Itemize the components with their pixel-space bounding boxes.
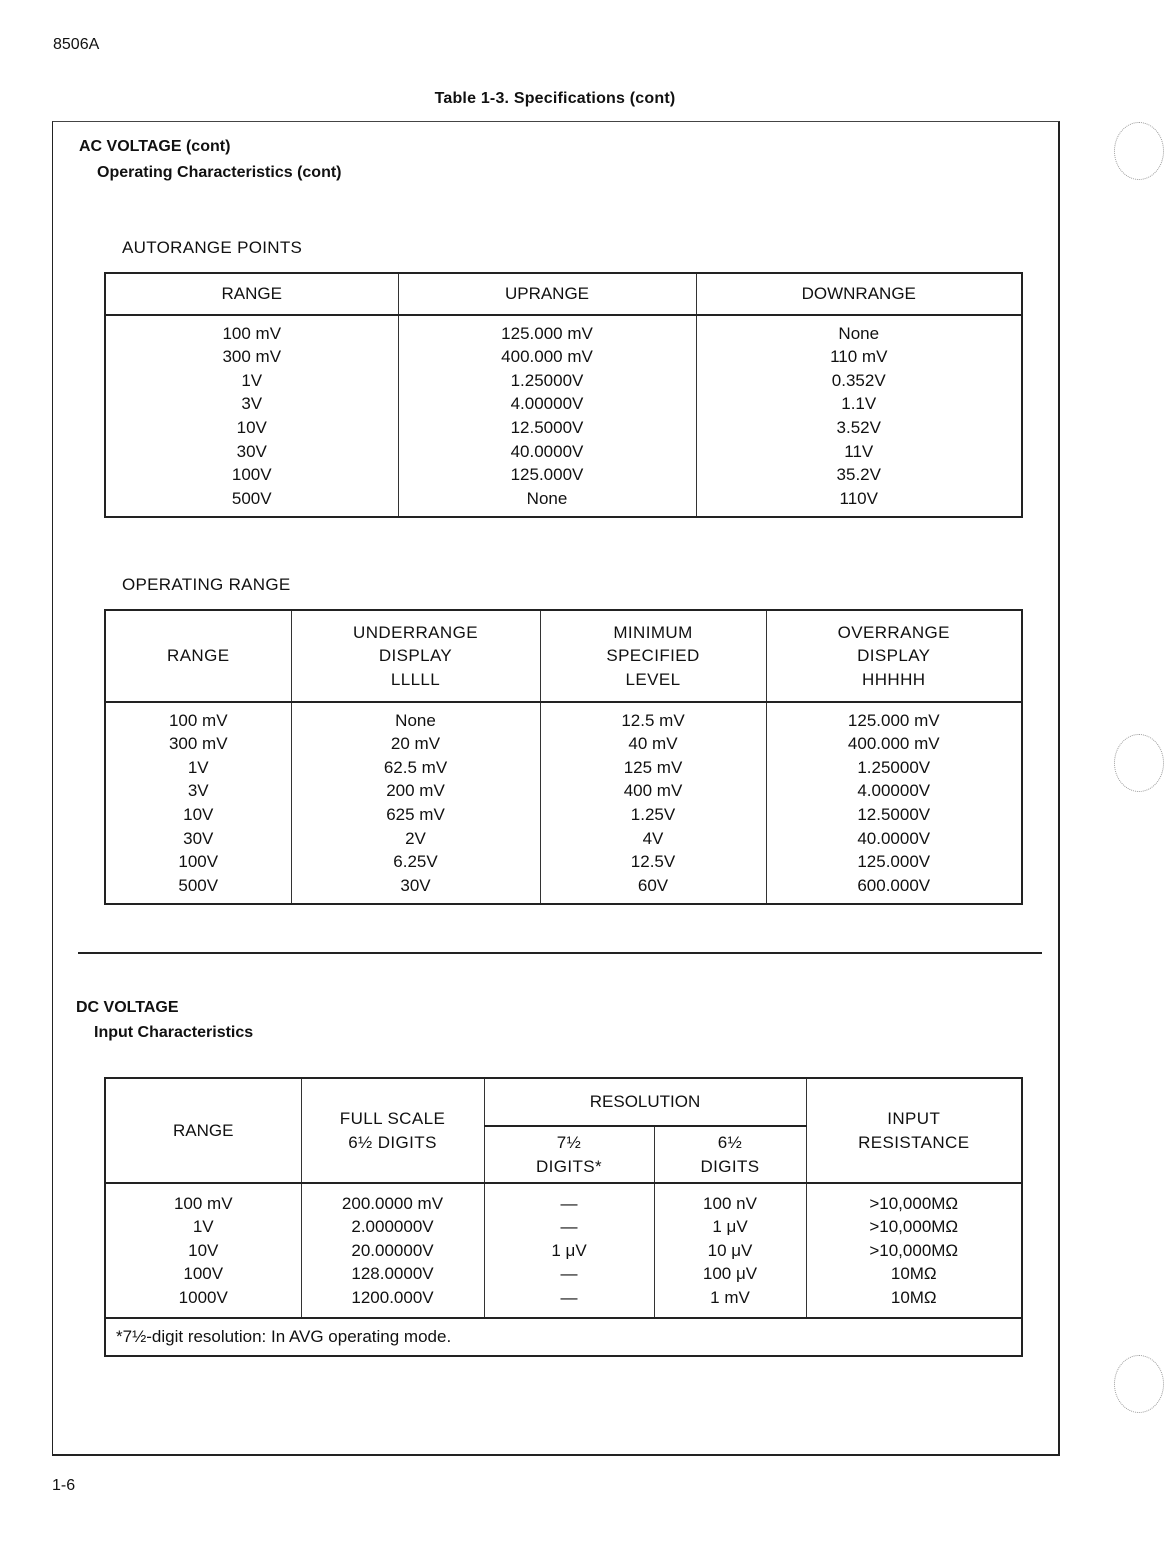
- table-cell: 500V: [178, 875, 219, 895]
- header-line: DISPLAY: [857, 646, 931, 666]
- autorange-points-table: [104, 272, 1023, 518]
- table-cell: 10 μV: [707, 1240, 753, 1260]
- table-cell: 0.352V: [831, 370, 886, 390]
- header-line: FULL SCALE: [339, 1109, 446, 1128]
- table-cell: 400.000 mV: [847, 734, 940, 754]
- dc-voltage-title: DC VOLTAGE: [76, 999, 179, 1016]
- table-cell: 10V: [188, 1240, 219, 1260]
- table-cell: 4.00000V: [857, 781, 931, 801]
- table-cell: 100 nV: [703, 1193, 757, 1213]
- header-line: MINIMUM: [613, 622, 693, 642]
- operating-characteristics-title: Operating Characteristics (cont): [97, 164, 342, 181]
- header-input-resistance: [806, 1078, 1022, 1183]
- header-resolution-7-5-digits: [484, 1126, 654, 1183]
- table-cell: 6.25V: [393, 852, 438, 872]
- table-cell: >10,000MΩ: [869, 1217, 959, 1237]
- header-line: UNDERRANGE: [353, 622, 478, 642]
- table-cell: 10V: [236, 418, 267, 437]
- resolution-7-5-column: [484, 1183, 654, 1318]
- table-cell: 1.25000V: [510, 370, 584, 390]
- header-range: [105, 610, 291, 702]
- table-cell: 10MΩ: [890, 1264, 937, 1284]
- table-cell: 1.25000V: [857, 757, 931, 777]
- header-resolution: RESOLUTION: [484, 1078, 806, 1126]
- binder-hole-middle: [1114, 734, 1164, 792]
- underrange-column: [291, 702, 540, 904]
- table-cell: 100V: [231, 465, 272, 485]
- section-divider: [78, 952, 1042, 954]
- header-downrange: DOWNRANGE: [696, 273, 1022, 315]
- table-cell: 4.00000V: [510, 394, 584, 414]
- binder-hole-top: [1114, 122, 1164, 180]
- header-overrange-display: [766, 610, 1022, 702]
- table-cell: 12.5 mV: [621, 710, 685, 730]
- table-cell: 20.00000V: [351, 1240, 434, 1260]
- header-range: RANGE: [105, 273, 398, 315]
- table-cell: 12.5000V: [510, 418, 584, 437]
- header-line: 6½ DIGITS: [348, 1132, 437, 1152]
- overrange-column: [766, 702, 1022, 904]
- resolution-6-5-column: [654, 1183, 806, 1318]
- table-cell: 40.0000V: [857, 828, 931, 848]
- operating-range-table: [104, 609, 1023, 905]
- header-underrange-display: [291, 610, 540, 702]
- table-cell: 20 mV: [390, 734, 441, 754]
- table-cell: 12.5V: [630, 852, 676, 872]
- header-line: HHHHH: [862, 669, 926, 689]
- table-cell: 125.000 mV: [847, 710, 940, 730]
- table-cell: 1V: [241, 370, 263, 390]
- header-line: DIGITS*: [535, 1156, 603, 1176]
- full-scale-column: [301, 1183, 484, 1318]
- table-cell: 1V: [187, 757, 209, 777]
- table-cell: 40.0000V: [510, 441, 584, 461]
- input-characteristics-title: Input Characteristics: [94, 1024, 254, 1041]
- table-cell: 100 mV: [168, 710, 228, 730]
- table-cell: >10,000MΩ: [869, 1193, 959, 1213]
- dc-range-column: [105, 1183, 301, 1318]
- table-cell: 1 μV: [551, 1240, 587, 1260]
- table-cell: 4V: [642, 828, 664, 848]
- minimum-level-column: [540, 702, 766, 904]
- table-cell: 35.2V: [836, 465, 881, 485]
- table-cell: 125.000V: [510, 465, 584, 485]
- ac-voltage-title: AC VOLTAGE (cont): [79, 138, 231, 155]
- table-cell: 62.5 mV: [383, 757, 448, 777]
- table-cell: 1 μV: [712, 1217, 748, 1237]
- table-cell: 400 mV: [623, 781, 683, 801]
- table-cell: 500V: [231, 488, 272, 508]
- table-cell: 1200.000V: [351, 1287, 434, 1307]
- table-cell: 40 mV: [628, 734, 678, 754]
- header-line: DIGITS: [700, 1156, 760, 1176]
- table-cell: 3V: [187, 781, 209, 801]
- table-cell: 100 mV: [222, 323, 282, 343]
- autorange-uprange-column: [398, 315, 696, 517]
- header-line: 6½: [717, 1133, 743, 1152]
- table-cell: 2.000000V: [351, 1217, 434, 1237]
- table-cell: 10V: [183, 805, 214, 824]
- table-cell: 600.000V: [857, 875, 931, 895]
- table-cell: 1 mV: [710, 1287, 750, 1307]
- table-cell: 625 mV: [386, 805, 445, 824]
- table-cell: None: [395, 710, 436, 730]
- autorange-range-column: [105, 315, 398, 517]
- table-cell: 300 mV: [222, 347, 282, 367]
- footnote: *7½-digit resolution: In AVG operating mode.: [116, 1327, 452, 1346]
- table-cell: 125 mV: [623, 757, 683, 777]
- table-cell: 110V: [839, 488, 878, 508]
- table-cell: 100V: [178, 852, 219, 872]
- table-cell: 100 μV: [702, 1264, 758, 1284]
- table-cell: 3V: [241, 394, 263, 414]
- table-cell: 30V: [236, 441, 267, 461]
- table-cell: 1.1V: [841, 394, 877, 414]
- table-cell: 10MΩ: [890, 1287, 937, 1307]
- header-line: RESISTANCE: [858, 1132, 970, 1152]
- table-cell: 30V: [183, 828, 214, 848]
- table-cell: None: [526, 488, 568, 508]
- table-cell: —: [560, 1217, 578, 1237]
- binder-hole-bottom: [1114, 1355, 1164, 1413]
- table-cell: 110 mV: [830, 347, 888, 367]
- header-line: RANGE: [167, 646, 230, 666]
- header-minimum-specified-level: [540, 610, 766, 702]
- header-line: 7½: [556, 1133, 582, 1152]
- document-id: 8506A: [53, 36, 100, 53]
- table-cell: 1000V: [178, 1287, 228, 1307]
- table-cell: 200 mV: [386, 781, 445, 801]
- table-cell: 30V: [400, 875, 431, 895]
- table-cell: —: [560, 1287, 578, 1307]
- header-line: LEVEL: [625, 669, 681, 689]
- operating-range-caption: OPERATING RANGE: [122, 575, 291, 594]
- table-cell: 128.0000V: [351, 1264, 434, 1284]
- header-line: INPUT: [887, 1109, 941, 1128]
- table-cell: —: [560, 1193, 578, 1213]
- header-uprange: UPRANGE: [398, 273, 696, 315]
- table-cell: 100V: [183, 1264, 224, 1284]
- dc-input-characteristics-table: [104, 1077, 1023, 1357]
- table-cell: 1.25V: [630, 805, 676, 824]
- table-cell: 125.000V: [857, 852, 931, 872]
- table-cell: 125.000 mV: [501, 323, 593, 343]
- table-cell: 300 mV: [168, 734, 228, 754]
- table-cell: None: [838, 323, 880, 343]
- table-cell: 60V: [637, 875, 669, 895]
- autorange-points-caption: AUTORANGE POINTS: [122, 238, 303, 257]
- table-cell: 200.0000 mV: [341, 1193, 444, 1213]
- input-resistance-column: [806, 1183, 1022, 1318]
- table-cell: —: [560, 1264, 578, 1284]
- header-line: DISPLAY: [378, 646, 453, 666]
- table-cell: 11V: [844, 441, 874, 461]
- header-full-scale: [301, 1078, 484, 1183]
- page-number: 1-6: [52, 1477, 76, 1494]
- header-resolution-6-5-digits: [654, 1126, 806, 1183]
- operating-range-column: [105, 702, 291, 904]
- table-cell: 100 mV: [173, 1193, 233, 1213]
- header-line: OVERRANGE: [837, 622, 950, 642]
- table-cell: 3.52V: [836, 418, 881, 437]
- header-line: SPECIFIED: [606, 646, 700, 666]
- table-cell: >10,000MΩ: [869, 1240, 959, 1260]
- autorange-downrange-column: [696, 315, 1022, 517]
- table-cell: 400.000 mV: [501, 347, 593, 367]
- table-cell: 2V: [405, 828, 426, 848]
- table-title: Table 1-3. Specifications (cont): [434, 90, 676, 107]
- table-cell: 12.5000V: [857, 805, 931, 824]
- header-range: RANGE: [105, 1078, 301, 1183]
- header-line: LLLLL: [390, 669, 441, 689]
- table-cell: 1V: [192, 1217, 214, 1237]
